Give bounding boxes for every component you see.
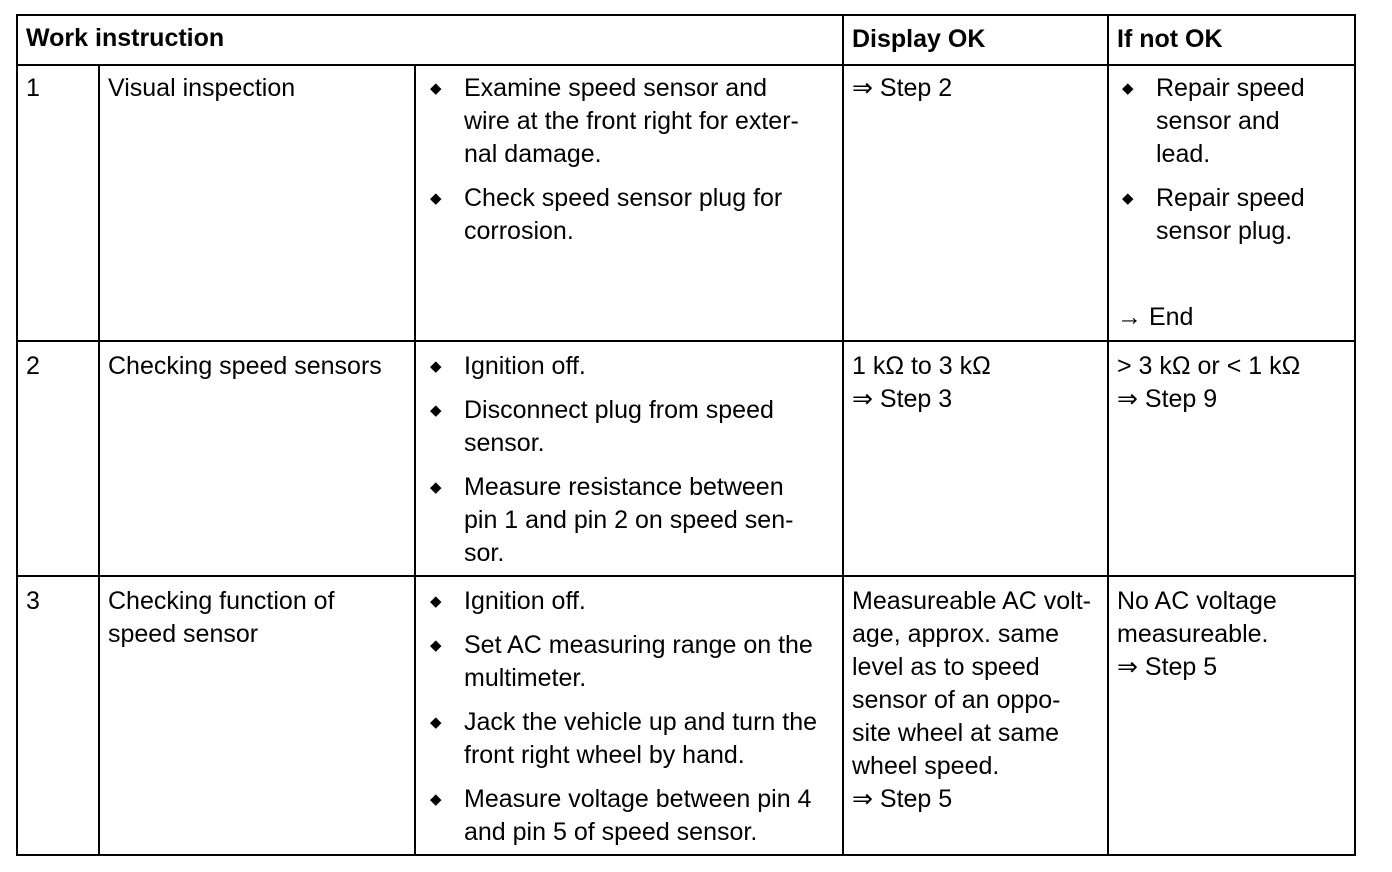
header-divider xyxy=(16,64,1356,66)
row2-instruction-item: ◆ Measure resistance between pin 1 and pin 2 on speed sen- sor. xyxy=(430,471,834,570)
row2-instructions xyxy=(430,350,834,581)
row1-title: Visual inspection xyxy=(108,74,296,102)
row3-instruction-item: ◆ Measure voltage between pin 4 and pin 5 of speed sensor. xyxy=(430,783,834,849)
col-divider-if-not-ok xyxy=(1107,14,1109,856)
header-display-ok: Display OK xyxy=(852,25,986,53)
row1-instructions xyxy=(430,72,834,259)
row2-step: 2 xyxy=(26,352,40,380)
row2-title: Checking speed sensors xyxy=(108,352,382,380)
row1-instruction-item: ◆ Examine speed sensor and wire at the front right for exter- nal damage. xyxy=(430,72,834,171)
row2-instruction-item: ◆ Disconnect plug from speed sensor. xyxy=(430,394,834,460)
row1-instruction-item: ◆ Check speed sensor plug for corrosion. xyxy=(430,182,834,248)
row1-if-not-ok-end: → End xyxy=(1117,303,1194,331)
row3-instruction-item: ◆ Set AC measuring range on the multimeter. xyxy=(430,629,834,695)
row3-title: Checking function of speed sensor xyxy=(108,587,335,648)
row3-instruction-item: ◆ Ignition off. xyxy=(430,585,834,618)
work-instruction-table xyxy=(16,14,1356,856)
row-divider-1 xyxy=(16,340,1356,342)
row3-instructions xyxy=(430,585,834,860)
table-border-right xyxy=(1354,14,1356,856)
col-divider-title xyxy=(414,64,416,856)
table-border-top xyxy=(16,14,1356,16)
col-divider-step xyxy=(98,64,100,856)
row3-display-ok: Measureable AC volt- age, approx. same level as to speed sensor of an oppo- site wheel at same wheel speed. ⇒ Step 5 xyxy=(852,587,1092,813)
row2-instruction-item: ◆ Ignition off. xyxy=(430,350,834,383)
row1-display-ok: ⇒ Step 2 xyxy=(852,74,953,102)
header-work-instruction: Work instruction xyxy=(26,24,225,52)
table-border-left xyxy=(16,14,18,856)
row3-step: 3 xyxy=(26,587,40,615)
row2-if-not-ok: > 3 kΩ or < 1 kΩ ⇒ Step 9 xyxy=(1117,352,1301,413)
row1-step: 1 xyxy=(26,74,40,102)
row1-if-not-ok-item: ◆ Repair speed sensor and lead. xyxy=(1122,72,1350,171)
row3-if-not-ok: No AC voltage measureable. ⇒ Step 5 xyxy=(1117,587,1277,681)
header-if-not-ok: If not OK xyxy=(1117,25,1223,53)
row2-display-ok: 1 kΩ to 3 kΩ ⇒ Step 3 xyxy=(852,352,991,413)
row1-if-not-ok-item: ◆ Repair speed sensor plug. xyxy=(1122,182,1350,248)
row3-instruction-item: ◆ Jack the vehicle up and turn the front right wheel by hand. xyxy=(430,706,834,772)
row1-if-not-ok xyxy=(1122,72,1350,259)
col-divider-display-ok xyxy=(842,14,844,856)
